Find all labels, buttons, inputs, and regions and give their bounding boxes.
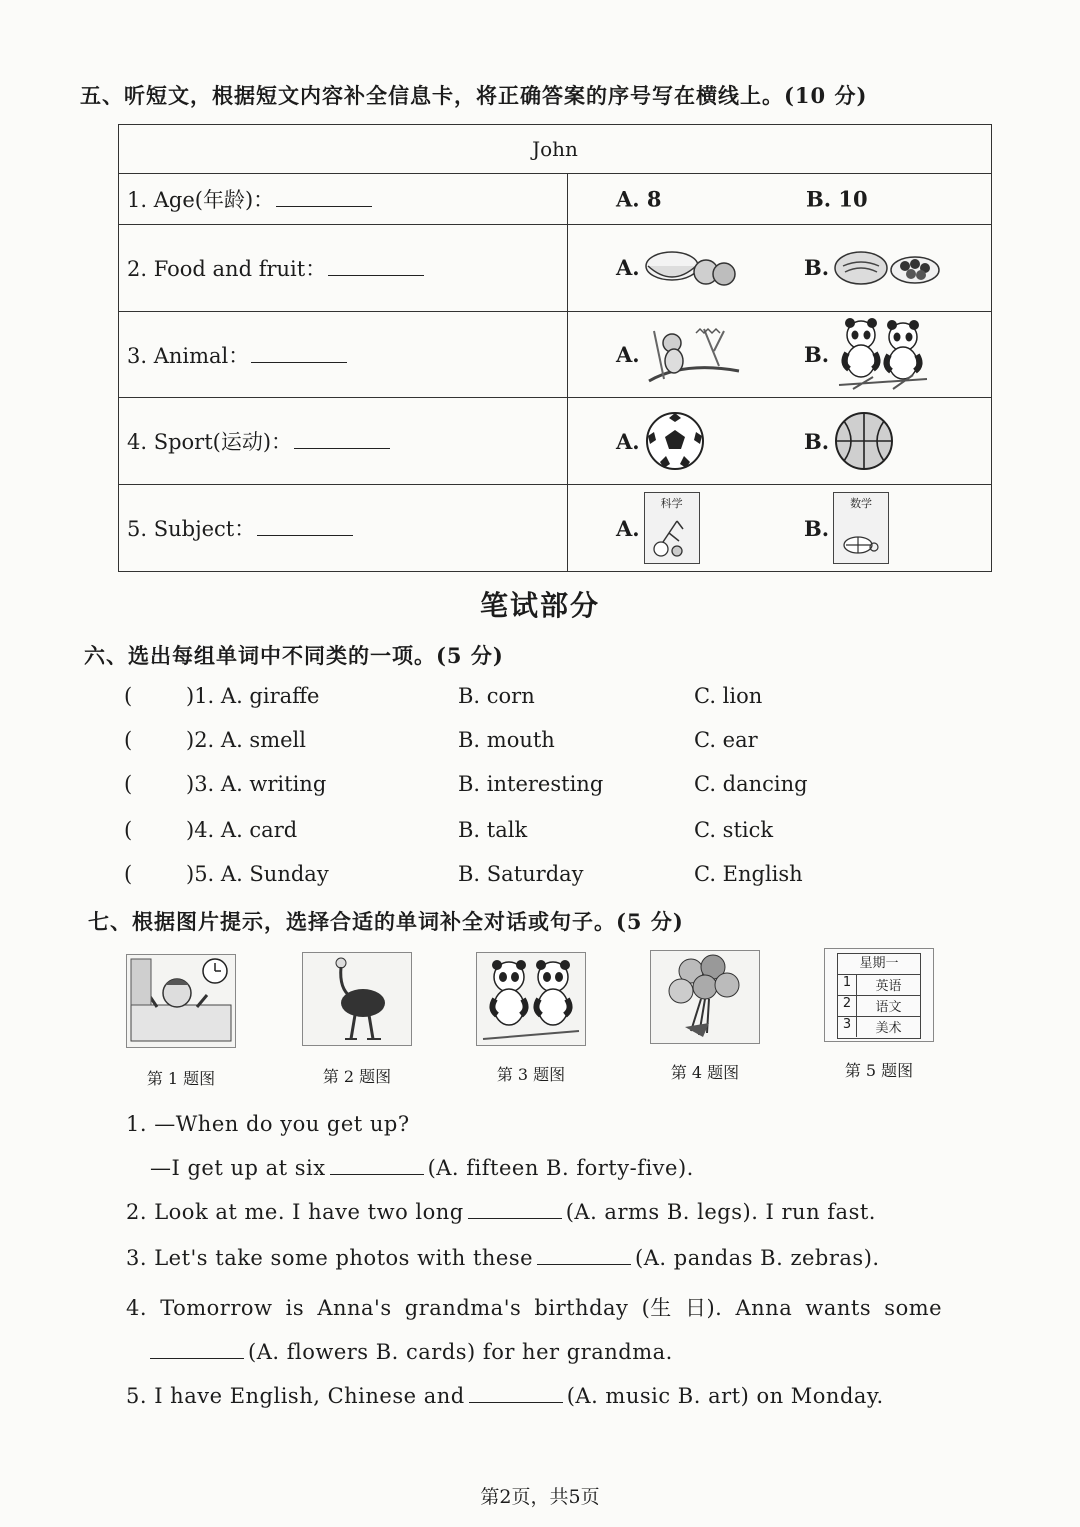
period-number: 1	[838, 975, 857, 995]
option-a-label: A.	[616, 255, 640, 281]
option-b-word: B. Saturday	[458, 862, 584, 886]
picture-5-caption: 第 5 题图	[844, 1061, 914, 1080]
answer-blank[interactable]	[469, 1384, 563, 1403]
monkey-icon	[644, 321, 744, 389]
answer-blank[interactable]	[294, 430, 390, 449]
wake-up-clock-icon	[127, 955, 235, 1047]
option-c-word: C. lion	[694, 684, 763, 708]
row-label-animal: 3. Animal：	[127, 343, 250, 368]
question-5	[126, 1384, 884, 1408]
answer-blank[interactable]	[251, 344, 347, 363]
question-4b	[150, 1340, 673, 1364]
question-2	[126, 1200, 876, 1224]
period-subject: 美术	[875, 1021, 902, 1036]
answer-paren[interactable]: (	[124, 818, 133, 842]
answer-blank[interactable]	[330, 1156, 424, 1175]
row-label-food: 2. Food and fruit：	[127, 256, 327, 281]
question-options: (A. flowers B. cards) for her grandma.	[248, 1340, 673, 1364]
option-a-label: A.	[616, 428, 640, 454]
question-text: 2. Look at me. I have two long	[126, 1200, 464, 1224]
answer-blank[interactable]	[537, 1246, 631, 1265]
answer-blank[interactable]	[150, 1340, 244, 1359]
option-b-label: B.	[804, 255, 830, 281]
answer-paren[interactable]: (	[124, 728, 133, 752]
option-a-label: A.	[616, 515, 640, 541]
page-footer: 第2页，共5页	[480, 1486, 600, 1508]
timetable	[837, 953, 921, 1039]
section5-title: 五、听短文，根据短文内容补全信息卡，将正确答案的序号写在横线上。(10 分)	[80, 83, 868, 108]
answer-paren[interactable]: (	[124, 862, 133, 886]
book-title: 数学	[850, 497, 873, 511]
pandas-icon	[477, 953, 585, 1045]
question-text: —I get up at six	[150, 1156, 326, 1180]
info-card-table	[118, 124, 992, 572]
period-subject: 英语	[875, 979, 902, 994]
option-b-word: B. mouth	[458, 728, 555, 752]
pandas-icon	[833, 317, 933, 393]
picture-2	[302, 952, 412, 1046]
picture-5	[824, 948, 934, 1042]
period-subject: 语文	[875, 1000, 902, 1015]
answer-blank[interactable]	[468, 1200, 562, 1219]
section7-title: 七、根据图片提示，选择合适的单词补全对话或句子。(5 分)	[88, 909, 684, 934]
question-1b	[150, 1156, 694, 1180]
picture-3	[476, 952, 586, 1046]
option-b-word: B. corn	[458, 684, 535, 708]
question-3	[126, 1246, 880, 1270]
question-options: (A. pandas B. zebras).	[635, 1246, 880, 1270]
option-c-word: C. stick	[694, 818, 774, 842]
picture-4	[650, 950, 760, 1044]
option-a-word: )5. A. Sunday	[186, 862, 329, 886]
question-text: 5. I have English, Chinese and	[126, 1384, 465, 1408]
option-b-word: B. talk	[458, 818, 528, 842]
rice-and-oranges-icon	[644, 244, 736, 292]
picture-4-caption: 第 4 题图	[670, 1063, 740, 1082]
option-a-word: )2. A. smell	[186, 728, 306, 752]
ostrich-icon	[303, 953, 411, 1045]
answer-paren[interactable]: (	[124, 684, 133, 708]
answer-blank[interactable]	[257, 517, 353, 536]
option-a-word: )3. A. writing	[186, 772, 327, 796]
period-number: 2	[838, 996, 857, 1016]
soccer-ball-icon	[644, 410, 706, 472]
question-text: 3. Let's take some photos with these	[126, 1246, 534, 1270]
answer-blank[interactable]	[276, 188, 372, 207]
card-name: John	[119, 125, 992, 174]
option-c-word: C. dancing	[694, 772, 808, 796]
answer-blank[interactable]	[328, 257, 424, 276]
section6-title: 六、选出每组单词中不同类的一项。(5 分)	[84, 643, 504, 668]
option-a-label: A.	[616, 342, 640, 368]
timetable-header: 星期一	[838, 954, 920, 975]
option-a-word: )1. A. giraffe	[186, 684, 320, 708]
option-b-label: B.	[804, 515, 830, 541]
question-options: (A. music B. art) on Monday.	[566, 1384, 884, 1408]
picture-1-caption: 第 1 题图	[146, 1069, 216, 1088]
math-book-icon	[833, 492, 889, 564]
flowers-icon	[651, 951, 759, 1043]
option-c-word: C. ear	[694, 728, 758, 752]
question-4a: 4. Tomorrow is Anna's grandma's birthday (生 日). Anna wants some	[126, 1296, 943, 1320]
row-label-subject: 5. Subject：	[127, 517, 256, 542]
option-b-label: B.	[804, 342, 830, 368]
picture-2-caption: 第 2 题图	[322, 1067, 392, 1086]
option-c-word: C. English	[694, 862, 803, 886]
basketball-icon	[833, 410, 895, 472]
picture-3-caption: 第 3 题图	[496, 1065, 566, 1084]
option-b-label: B.	[804, 428, 830, 454]
period-number: 3	[838, 1017, 857, 1037]
noodles-and-grapes-icon	[833, 244, 943, 292]
question-1a: 1. —When do you get up?	[126, 1112, 410, 1136]
row-label-sport: 4. Sport(运动)：	[127, 430, 293, 455]
question-options: (A. arms B. legs). I run fast.	[565, 1200, 876, 1224]
option-b: B. 10	[806, 186, 868, 212]
row-label-age: 1. Age(年龄)：	[127, 188, 275, 213]
written-section-title: 笔试部分	[479, 589, 600, 622]
question-options: (A. fifteen B. forty-five).	[427, 1156, 694, 1180]
option-b-word: B. interesting	[458, 772, 604, 796]
option-a: A. 8	[616, 186, 662, 212]
option-a-word: )4. A. card	[186, 818, 298, 842]
book-title: 科学	[660, 497, 683, 511]
answer-paren[interactable]: (	[124, 772, 133, 796]
science-book-icon	[644, 492, 700, 564]
picture-1	[126, 954, 236, 1048]
